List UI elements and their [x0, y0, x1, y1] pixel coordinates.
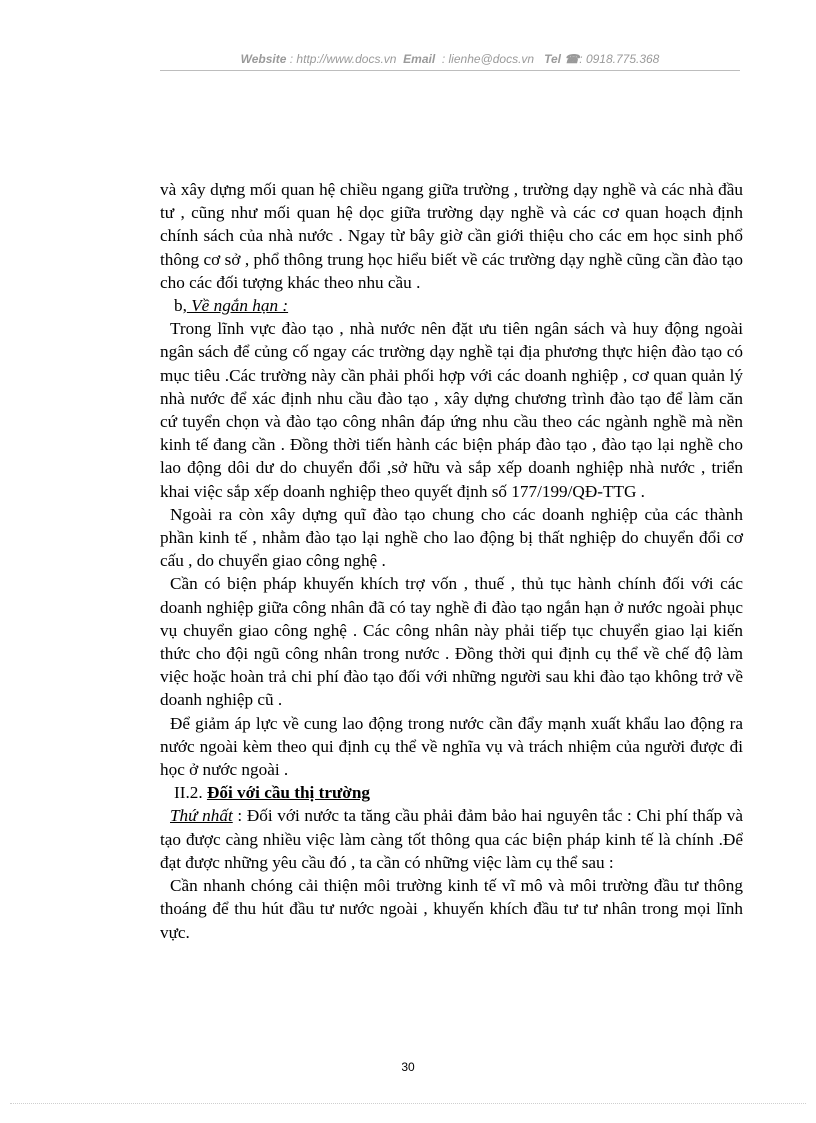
paragraph-6: [160, 804, 743, 874]
paragraph-1: và xây dựng mối quan hệ chiều ngang giữa trường , trường dạy nghề và các nhà đầu tư , cũng như mối quan hệ dọc giữa trường dạy nghề và các cơ quan hoạch định chính sách của nhà nước . Ngay từ bây giờ cần giới thiệu cho các em học sinh phổ thông cơ sở , phổ thông trung học hiểu biết về các trường dạy nghề cũng cần đào tạo cho các đối tượng khác theo nhu cầu .: [160, 180, 743, 292]
section-number: II.2.: [174, 783, 203, 803]
tel-number: : 0918.775.368: [579, 52, 660, 66]
footer-divider: [10, 1103, 806, 1104]
website-url: : http://www.docs.vn: [289, 52, 397, 66]
subheading-prefix: b,: [174, 296, 187, 316]
paragraph-5: Để giảm áp lực về cung lao động trong nước cần đẩy mạnh xuất khẩu lao động ra nước ngoài kèm theo qui định cụ thể về nghĩa vụ và trách nhiệm của người được đi học ở nước ngoài .: [160, 713, 743, 780]
page-number: 30: [401, 1060, 415, 1074]
paragraph-6-text: : Đối với nước ta tăng cầu phải đảm bảo hai nguyên tắc : Chi phí thấp và tạo được càng nhiều việc làm càng tốt thông qua các biện pháp kinh tế là chính .Để đạt được những yêu cầu đó , ta cần có những việc làm cụ thể sau :: [160, 806, 744, 872]
email-address: : lienhe@docs.vn: [441, 52, 535, 66]
paragraph-3: Ngoài ra còn xây dựng quĩ đào tạo chung cho các doanh nghiệp của các thành phần kinh tế , nhằm đào tạo lại nghề cho lao động bị thất nghiệp do chuyển đổi cơ cấu , do chuyển giao công nghệ .: [160, 504, 743, 571]
header-divider: [160, 70, 740, 71]
paragraph-4: Cần có biện pháp khuyến khích trợ vốn , thuế , thủ tục hành chính đối với các doanh nghiệp giữa công nhân đã có tay nghề đi đào tạo ngắn hạn ở nước ngoài phục vụ chuyển giao công nghệ . Các công nhân này phải tiếp tục chuyển giao lại kiến thức cho đội ngũ công nhân trong nước . Đồng thời qui định cụ thể về chế độ làm việc hoặc hoàn trả chi phí đào tạo đối với những người sau khi đào tạo không trở về doanh nghiệp cũ .: [160, 574, 743, 710]
subheading-title: Về ngắn hạn :: [186, 296, 289, 316]
paragraph-2: Trong lĩnh vực đào tạo , nhà nước nên đặt ưu tiên ngân sách và huy động ngoài ngân sách để củng cố ngay các trường dạy nghề tại địa phương thực hiện đào tạo có mục tiêu .Các trường này cần phải phối hợp với các doanh nghiệp , cơ quan quản lý nhà nước để xác định nhu cầu đào tạo , xây dựng chương trình đào tạo để làm căn cứ tuyển chọn và đào tạo công nhân đáp ứng nhu cầu theo các ngành nghề mà nền kinh tế đang cần . Đồng thời tiến hành các biện pháp đào tạo , đào tạo lại nghề cho lao động dôi dư do chuyển đổi ,sở hữu và sắp xếp doanh nghiệp nhà nước , triển khai việc sắp xếp doanh nghiệp theo quyết định số 177/199/QĐ-TTG .: [160, 319, 743, 501]
paragraph-7: Cần nhanh chóng cải thiện môi trường kinh tế vĩ mô và môi trường đầu tư thông thoáng để thu hút đầu tư nước ngoài , khuyến khích đầu tư tư nhân trong mọi lĩnh vực.: [160, 876, 743, 942]
page-header: [160, 52, 740, 66]
website-label: Website: [240, 52, 287, 66]
document-body: [160, 178, 743, 944]
email-label: Email: [403, 52, 436, 66]
section-heading: [160, 781, 743, 804]
tel-label: Tel ☎: [544, 52, 580, 66]
subheading-short-term: [160, 294, 743, 317]
section-title: Đối với cầu thị trường: [206, 783, 370, 803]
first-label: Thứ nhất: [170, 806, 233, 826]
